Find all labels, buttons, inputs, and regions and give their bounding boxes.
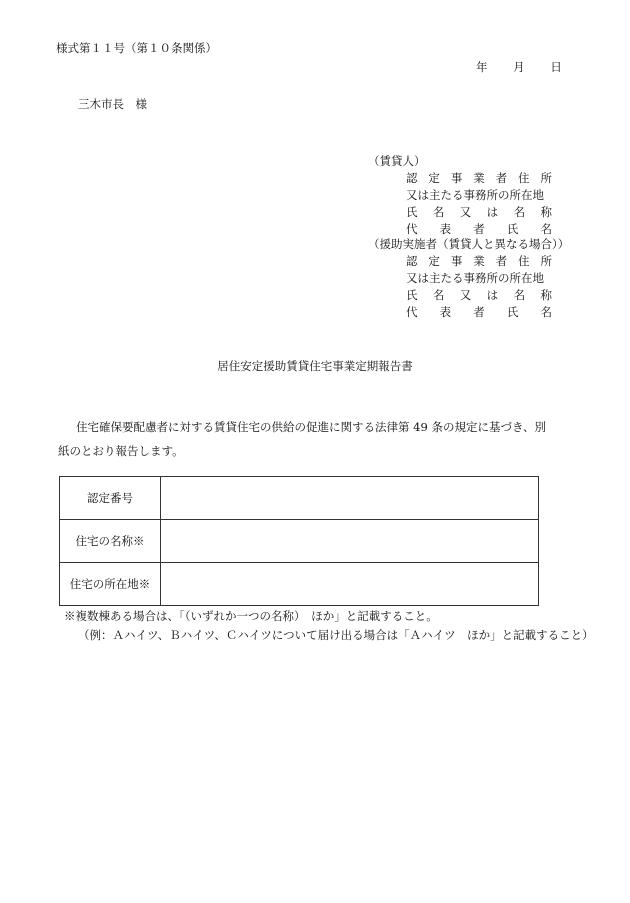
house-name-label: 住宅の名称※ bbox=[60, 520, 161, 563]
table-row bbox=[60, 520, 539, 563]
support-address-label: 認 定 事 業 者 住 所 bbox=[406, 254, 552, 268]
form-number: 様式第１１号（第１０条関係） bbox=[56, 41, 217, 55]
house-address-field[interactable] bbox=[161, 563, 539, 606]
lessor-representative-label: 代 表 者 氏 名 bbox=[406, 222, 552, 236]
date-month: 月 bbox=[513, 60, 525, 74]
date-year: 年 bbox=[476, 60, 488, 74]
addressee: 三木市長 様 bbox=[78, 97, 147, 111]
date-day: 日 bbox=[550, 60, 562, 74]
lessor-office-label: 又は主たる事務所の所在地 bbox=[406, 188, 544, 202]
date-line bbox=[476, 59, 562, 75]
support-provider-heading: （援助実施者（賃貸人と異なる場合）） bbox=[368, 237, 570, 251]
cert-number-field[interactable] bbox=[161, 477, 539, 520]
house-address-label: 住宅の所在地※ bbox=[60, 563, 161, 606]
lessor-heading: （賃貸人） bbox=[368, 154, 426, 168]
house-name-field[interactable] bbox=[161, 520, 539, 563]
document-title: 居住安定援助賃貸住宅事業定期報告書 bbox=[217, 359, 413, 373]
lessor-name-label: 氏 名 又 は 名 称 bbox=[406, 205, 552, 219]
report-table bbox=[59, 476, 539, 606]
table-row bbox=[60, 563, 539, 606]
body-text: 住宅確保要配慮者に対する賃貸住宅の供給の促進に関する法律第 49 条の規定に基づき、別紙のとおり報告します。 bbox=[58, 420, 546, 458]
table-row bbox=[60, 477, 539, 520]
lessor-address-label: 認 定 事 業 者 住 所 bbox=[406, 171, 552, 185]
support-office-label: 又は主たる事務所の所在地 bbox=[406, 271, 544, 285]
note-example: （例：Ａハイツ、Ｂハイツ、Ｃハイツについて届け出る場合は「Ａハイツ ほか」と記載すること） bbox=[78, 628, 594, 642]
support-representative-label: 代 表 者 氏 名 bbox=[406, 305, 552, 319]
note-multiple-buildings: ※複数棟ある場合は、「（いずれか一つの名称） ほか」と記載すること。 bbox=[64, 609, 438, 623]
support-name-label: 氏 名 又 は 名 称 bbox=[406, 288, 552, 302]
cert-number-label: 認定番号 bbox=[60, 477, 161, 520]
